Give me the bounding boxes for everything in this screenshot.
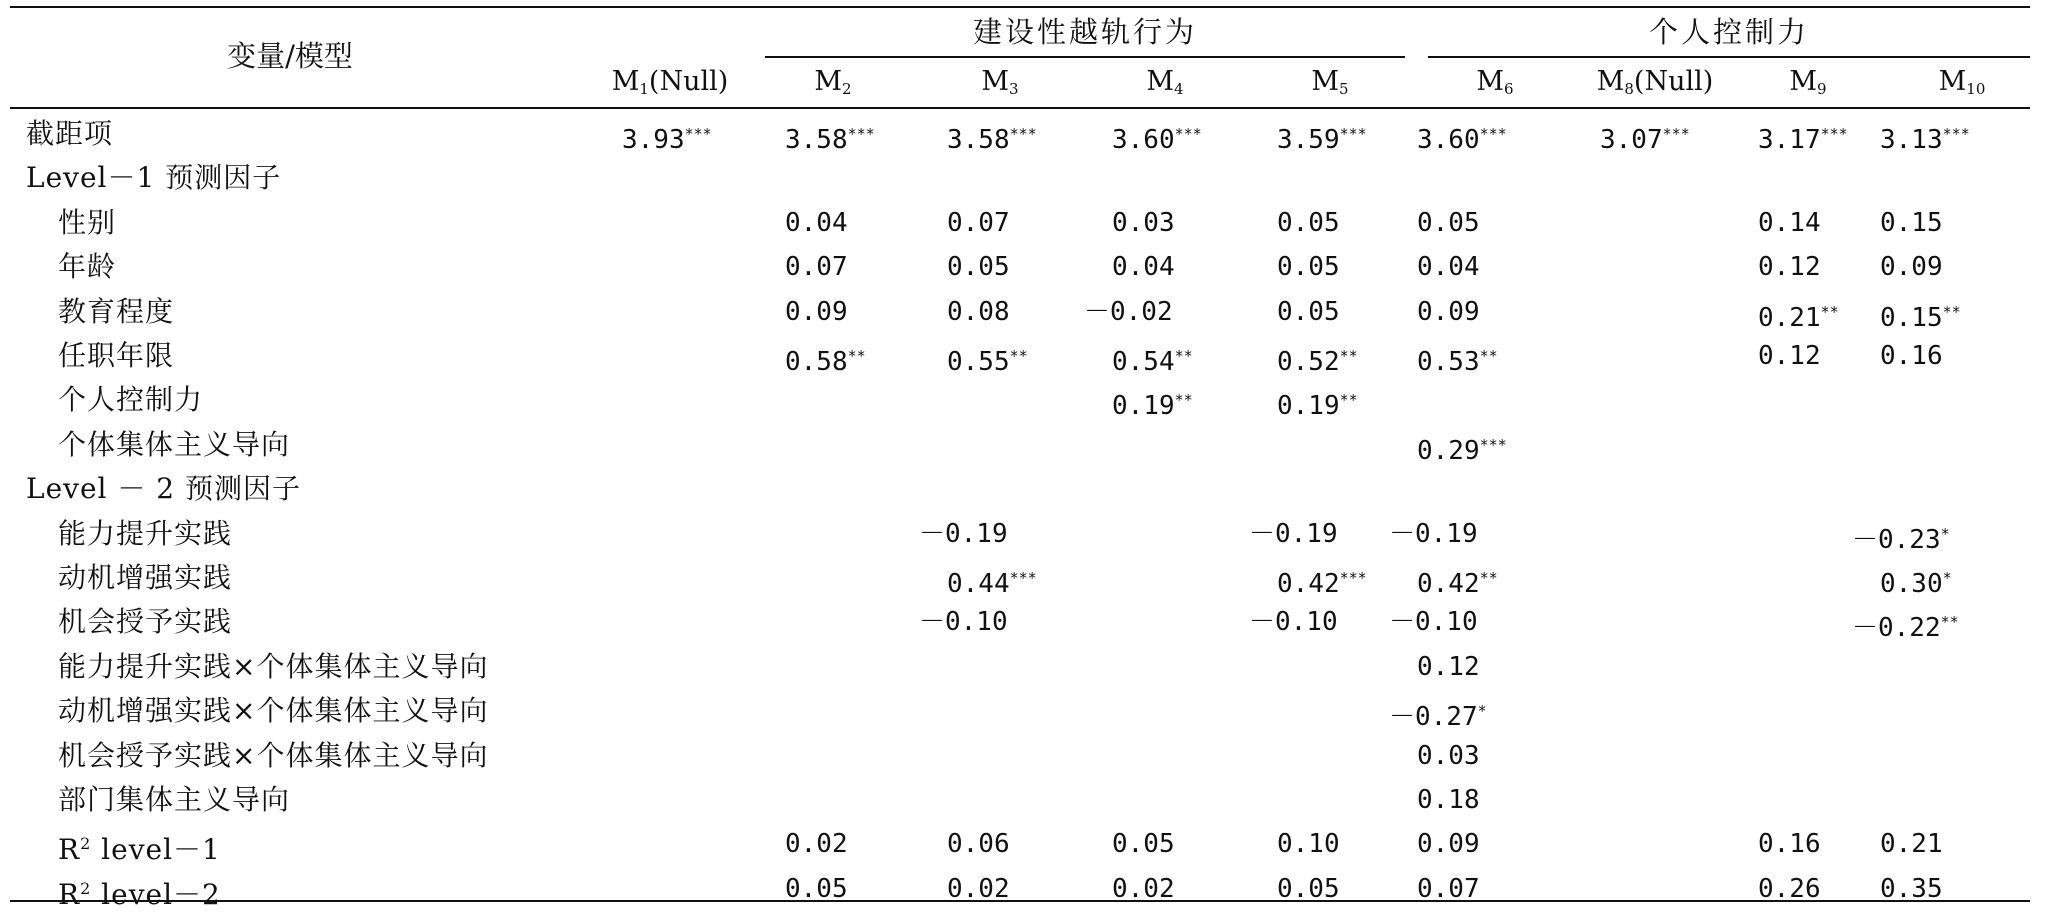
- cell-value: －0.10: [1389, 607, 1478, 638]
- row-label-text: R: [58, 833, 81, 867]
- row-label-text: 机会授予实践×个体集体主义导向: [58, 738, 489, 772]
- table-cell: [785, 334, 866, 378]
- group-header-control: 个人控制力: [1648, 15, 1809, 49]
- table-cell: [1417, 290, 1480, 334]
- cell-value: －0.22: [1852, 613, 1941, 644]
- row-label-text: 部门集体主义导向: [58, 783, 291, 816]
- significance-marker: **: [1339, 391, 1358, 410]
- significance-marker: ***: [1339, 569, 1367, 587]
- table-cell: [1112, 201, 1175, 245]
- cell-value: 0.52: [1277, 347, 1340, 377]
- table-row: [0, 423, 2048, 467]
- table-cell: [785, 112, 875, 156]
- table-cell: [1880, 822, 1943, 866]
- cell-value: 0.55: [947, 347, 1010, 377]
- cell-value: 0.42: [1417, 569, 1480, 599]
- cell-value: 0.26: [1758, 873, 1821, 904]
- cell-value: 0.06: [947, 829, 1010, 860]
- column-header-suffix: (Null): [1633, 66, 1714, 97]
- row-label: [58, 423, 290, 467]
- significance-marker: ***: [1479, 125, 1507, 143]
- row-label: [58, 600, 232, 644]
- column-header-subscript: 5: [1339, 80, 1349, 98]
- significance-marker: **: [1479, 569, 1498, 587]
- cell-value: 0.05: [947, 252, 1010, 283]
- table-row: [0, 112, 2048, 156]
- table-cell: [1112, 378, 1193, 422]
- table-cell: [947, 112, 1037, 156]
- cell-value: 0.12: [1758, 341, 1821, 371]
- row-label: [58, 378, 203, 422]
- row-label: [58, 778, 290, 822]
- cell-value: 0.07: [947, 207, 1010, 238]
- significance-marker: ***: [1820, 125, 1848, 143]
- cell-value: 0.09: [1417, 296, 1480, 327]
- cell-value: 3.07: [1600, 125, 1663, 155]
- table-cell: [1112, 334, 1193, 378]
- table-row: [0, 290, 2048, 334]
- cell-value: 0.05: [1277, 873, 1340, 904]
- cell-value: 0.14: [1758, 207, 1821, 238]
- cell-value: 0.42: [1277, 569, 1340, 599]
- cell-value: 0.05: [1277, 207, 1340, 238]
- column-header-subscript: 6: [1504, 80, 1514, 98]
- cell-value: 0.09: [1880, 252, 1943, 283]
- significance-marker: ***: [684, 125, 712, 143]
- table-cell: [947, 556, 1037, 600]
- row-label-text: 动机增强实践×个体集体主义导向: [58, 694, 489, 728]
- cell-value: 0.15: [1880, 302, 1943, 333]
- table-cell: [947, 290, 1010, 334]
- cell-value: 0.05: [785, 873, 848, 904]
- cell-value: 3.17: [1758, 125, 1821, 155]
- cell-value: 0.18: [1417, 785, 1480, 815]
- cell-value: 3.60: [1112, 125, 1175, 155]
- significance-marker: ***: [1942, 125, 1970, 143]
- significance-marker: **: [1820, 302, 1839, 321]
- column-header-subscript: 2: [842, 80, 852, 98]
- cell-value: 3.13: [1880, 125, 1943, 155]
- table-cell: [785, 867, 848, 911]
- cell-value: 0.16: [1758, 829, 1821, 860]
- table-row: [0, 556, 2048, 600]
- table-cell: [1852, 600, 1959, 644]
- cell-value: 0.05: [1277, 252, 1340, 283]
- cell-value: 0.07: [1417, 873, 1480, 904]
- row-label: [58, 290, 174, 334]
- cell-value: 0.35: [1880, 873, 1943, 904]
- column-header-base: M: [814, 66, 843, 97]
- table-cell: [947, 334, 1028, 378]
- significance-marker: **: [1942, 302, 1961, 321]
- row-label: [58, 334, 174, 378]
- table-cell: [1880, 334, 1943, 378]
- cell-value: 0.03: [1417, 740, 1480, 771]
- table-cell: [1758, 822, 1821, 866]
- column-header-base: M: [1476, 66, 1505, 97]
- column-header-base: M: [611, 66, 640, 97]
- table-cell: [1277, 245, 1340, 289]
- table-cell: [1880, 867, 1943, 911]
- cell-value: 0.58: [785, 347, 848, 377]
- table-cell: [622, 112, 712, 156]
- column-header-base: M: [1938, 66, 1967, 97]
- cell-value: 0.12: [1417, 651, 1480, 682]
- column-header-m5: [1240, 60, 1420, 104]
- cell-value: 0.05: [1112, 829, 1175, 860]
- row-label: [58, 556, 232, 600]
- significance-marker: *: [1477, 702, 1487, 721]
- row-label: [58, 689, 488, 733]
- cell-value: －0.10: [1249, 607, 1338, 638]
- row-label-superscript: 2: [80, 878, 92, 898]
- column-header-base: M: [981, 66, 1010, 97]
- cell-value: －0.27: [1389, 702, 1478, 733]
- table-cell: [1249, 600, 1338, 644]
- column-header-subscript: 4: [1174, 80, 1184, 98]
- group-header-deviance: 建设性越轨行为: [972, 15, 1197, 49]
- group-underline-deviance: [765, 56, 1405, 58]
- table-cell: [1277, 201, 1340, 245]
- table-cell: [1600, 112, 1690, 156]
- row-label-superscript: 2: [80, 834, 92, 854]
- cell-value: 0.16: [1880, 341, 1943, 371]
- column-header-subscript: 9: [1817, 80, 1827, 98]
- row-label: [58, 645, 488, 689]
- table-cell: [1758, 201, 1821, 245]
- table-cell: [1880, 112, 1970, 156]
- significance-marker: **: [1174, 347, 1193, 365]
- cell-value: －0.19: [1389, 518, 1478, 549]
- column-header-m1: [580, 60, 760, 104]
- cell-value: 0.21: [1880, 829, 1943, 860]
- row-label-rest: level－1: [91, 833, 221, 867]
- table-cell: [947, 245, 1010, 289]
- table-cell: [1112, 867, 1175, 911]
- cell-value: 0.19: [1277, 391, 1340, 422]
- table-cell: [1417, 867, 1480, 911]
- table-cell: [1277, 556, 1367, 600]
- cell-value: 0.15: [1880, 207, 1943, 238]
- cell-value: 3.58: [947, 125, 1010, 155]
- table-cell: [1758, 334, 1821, 378]
- table-cell: [1417, 734, 1480, 778]
- table-cell: [1758, 290, 1839, 334]
- table-row: [0, 156, 2048, 200]
- cell-value: 0.02: [947, 873, 1010, 904]
- significance-marker: **: [1339, 347, 1358, 365]
- table-cell: [1880, 245, 1943, 289]
- table-cell: [1758, 245, 1821, 289]
- cell-value: 0.04: [1417, 252, 1480, 283]
- table-cell: [1249, 512, 1338, 556]
- column-header-m10: [1872, 60, 2048, 104]
- table-cell: [1880, 556, 1952, 600]
- row-label: [58, 245, 116, 289]
- table-row: [0, 467, 2048, 511]
- cell-value: 0.05: [1417, 207, 1480, 238]
- significance-marker: *: [1942, 569, 1952, 587]
- row-label-text: 能力提升实践: [58, 516, 233, 550]
- cell-value: 3.59: [1277, 125, 1340, 155]
- column-header-base: M: [1311, 66, 1340, 97]
- table-row: [0, 734, 2048, 778]
- cell-value: －0.19: [1249, 518, 1338, 549]
- table-cell: [1277, 334, 1358, 378]
- cell-value: 0.30: [1880, 569, 1943, 599]
- row-label: [58, 734, 488, 778]
- cell-value: 0.02: [785, 829, 848, 860]
- column-header-subscript: 8: [1624, 80, 1634, 98]
- row-label-text: 性别: [58, 205, 117, 239]
- table-cell: [947, 867, 1010, 911]
- row-label-text: 教育程度: [58, 294, 175, 328]
- significance-marker: **: [847, 347, 866, 365]
- table-cell: [1277, 378, 1358, 422]
- table-cell: [1112, 112, 1202, 156]
- column-header-m3: [910, 60, 1090, 104]
- column-header-base: M: [1789, 66, 1818, 97]
- cell-value: －0.02: [1084, 296, 1173, 327]
- table-row: [0, 645, 2048, 689]
- table-cell: [1277, 112, 1367, 156]
- table-top-rule: [10, 6, 2030, 8]
- row-label-text: Level － 2 预测因子: [26, 472, 302, 506]
- cell-value: 0.29: [1417, 435, 1480, 466]
- column-header-m4: [1075, 60, 1255, 104]
- column-header-suffix: (Null): [648, 66, 729, 97]
- cell-value: 3.93: [622, 125, 685, 155]
- table-cell: [1880, 290, 1961, 334]
- row-label-text: 截距项: [26, 117, 114, 150]
- table-cell: [1758, 867, 1821, 911]
- significance-marker: *: [1940, 524, 1950, 543]
- significance-marker: ***: [847, 125, 875, 143]
- table-cell: [1417, 822, 1480, 866]
- table-cell: [947, 201, 1010, 245]
- cell-value: 0.04: [1112, 252, 1175, 283]
- table-row: [0, 512, 2048, 556]
- row-label: [26, 467, 301, 511]
- table-cell: [1417, 645, 1480, 689]
- table-cell: [1389, 689, 1487, 733]
- table-row: [0, 378, 2048, 422]
- significance-marker: ***: [1662, 125, 1690, 143]
- row-label-text: 个人控制力: [58, 383, 204, 417]
- row-label-text: 能力提升实践×个体集体主义导向: [58, 649, 489, 683]
- cell-value: －0.23: [1852, 524, 1941, 555]
- row-label-text: 年龄: [58, 250, 117, 284]
- row-label-rest: level－2: [91, 877, 221, 911]
- table-cell: [785, 290, 848, 334]
- significance-marker: ***: [1479, 435, 1507, 454]
- table-header-rule: [10, 107, 2030, 109]
- table-cell: [1389, 512, 1478, 556]
- column-header-subscript: 3: [1009, 80, 1019, 98]
- table-row: [0, 245, 2048, 289]
- column-header-base: M: [1596, 66, 1625, 97]
- group-underline-control: [1428, 56, 2030, 58]
- table-cell: [1417, 778, 1480, 822]
- table-cell: [1417, 334, 1498, 378]
- table-cell: [947, 822, 1010, 866]
- cell-value: 3.60: [1417, 125, 1480, 155]
- row-label-text: 动机增强实践: [58, 561, 233, 594]
- cell-value: 0.54: [1112, 347, 1175, 377]
- row-label: [58, 822, 221, 866]
- table-cell: [1880, 201, 1943, 245]
- table-cell: [1112, 245, 1175, 289]
- table-cell: [1417, 423, 1507, 467]
- significance-marker: **: [1479, 347, 1498, 365]
- table-cell: [1417, 112, 1507, 156]
- row-label-text: 个体集体主义导向: [58, 427, 291, 461]
- significance-marker: **: [1940, 613, 1959, 632]
- table-cell: [1417, 201, 1480, 245]
- row-label: [26, 112, 113, 156]
- table-cell: [1852, 512, 1950, 556]
- cell-value: 0.09: [785, 296, 848, 327]
- row-label: [58, 512, 232, 556]
- cell-value: 0.05: [1277, 296, 1340, 327]
- cell-value: 0.53: [1417, 347, 1480, 377]
- table-cell: [919, 600, 1008, 644]
- significance-marker: ***: [1339, 125, 1367, 143]
- cell-value: 3.58: [785, 125, 848, 155]
- column-header-subscript: 1: [639, 80, 649, 98]
- table-row: [0, 822, 2048, 866]
- cell-value: －0.10: [919, 607, 1008, 638]
- column-header-m9: [1718, 60, 1898, 104]
- table-row: [0, 334, 2048, 378]
- row-label-text: 机会授予实践: [58, 605, 233, 639]
- table-row: [0, 600, 2048, 644]
- table-cell: [1389, 600, 1478, 644]
- cell-value: 0.04: [785, 207, 848, 238]
- column-header-m6: [1405, 60, 1585, 104]
- table-cell: [919, 512, 1008, 556]
- column-header-m2: [743, 60, 923, 104]
- row-label: [58, 867, 221, 911]
- table-row: [0, 689, 2048, 733]
- table-cell: [1277, 822, 1340, 866]
- cell-value: 0.10: [1277, 829, 1340, 860]
- significance-marker: **: [1009, 347, 1028, 365]
- table-cell: [1084, 290, 1173, 334]
- cell-value: 0.08: [947, 296, 1010, 327]
- table-cell: [1277, 867, 1340, 911]
- cell-value: 0.09: [1417, 829, 1480, 860]
- column-header-subscript: 10: [1966, 80, 1986, 98]
- table-row: [0, 867, 2048, 911]
- table-cell: [785, 245, 848, 289]
- row-label-text: 任职年限: [58, 339, 175, 372]
- cell-value: 0.03: [1112, 207, 1175, 238]
- cell-value: 0.02: [1112, 873, 1175, 904]
- row-label: [26, 156, 281, 200]
- cell-value: 0.44: [947, 569, 1010, 599]
- significance-marker: ***: [1174, 125, 1202, 143]
- table-cell: [1277, 290, 1340, 334]
- cell-value: －0.19: [919, 518, 1008, 549]
- cell-value: 0.12: [1758, 252, 1821, 283]
- table-cell: [1417, 245, 1480, 289]
- cell-value: 0.21: [1758, 302, 1821, 333]
- column-header-base: M: [1146, 66, 1175, 97]
- significance-marker: ***: [1009, 569, 1037, 587]
- table-cell: [1758, 112, 1848, 156]
- row-label: [58, 201, 116, 245]
- significance-marker: **: [1174, 391, 1193, 410]
- table-cell: [785, 201, 848, 245]
- table-row: [0, 778, 2048, 822]
- corner-header-label: 变量/模型: [227, 39, 353, 73]
- table-cell: [785, 822, 848, 866]
- table-cell: [1417, 556, 1498, 600]
- row-label-text: R: [58, 877, 81, 911]
- table-cell: [1112, 822, 1175, 866]
- significance-marker: ***: [1009, 125, 1037, 143]
- cell-value: 0.07: [785, 252, 848, 283]
- table-row: [0, 201, 2048, 245]
- row-label-text: Level－1 预测因子: [26, 161, 282, 195]
- cell-value: 0.19: [1112, 391, 1175, 422]
